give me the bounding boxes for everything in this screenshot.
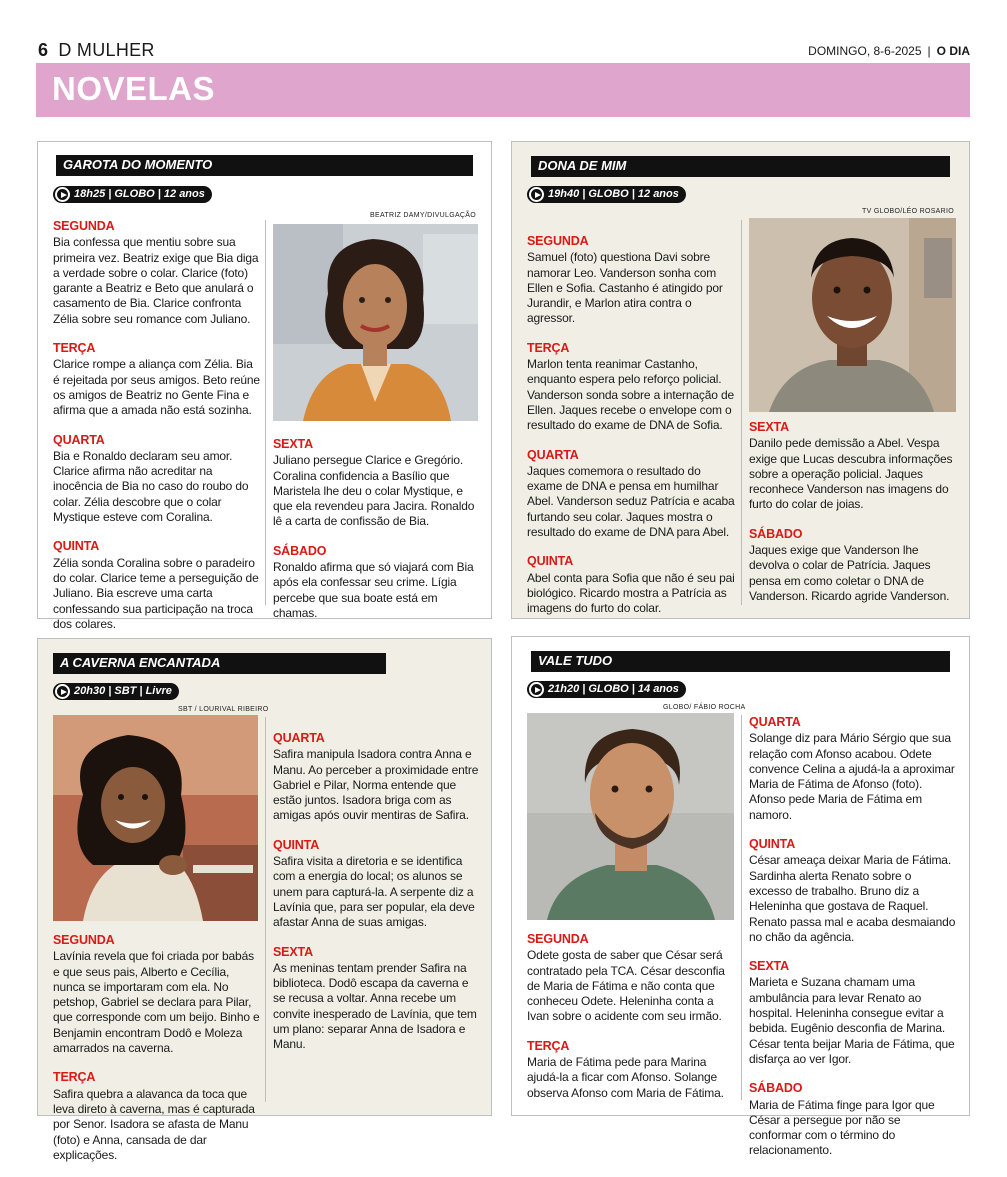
day-label: TERÇA <box>53 341 96 356</box>
day-label: SÁBADO <box>749 1081 803 1096</box>
day-label: SÁBADO <box>273 543 327 558</box>
day-summary: Maria de Fátima finge para Igor que César a persegue por não se conformar com o término do relacionamento. <box>749 1097 935 1158</box>
panel-a-caverna-encantada <box>37 638 492 1162</box>
day-label: SÁBADO <box>749 526 803 541</box>
column-divider <box>741 715 742 1100</box>
day-label: TERÇA <box>53 1070 96 1085</box>
dona-schedule-badge <box>527 186 686 203</box>
dona-col-right <box>749 420 956 618</box>
day-label: QUINTA <box>749 837 796 852</box>
section-name: D MULHER <box>58 40 155 60</box>
day-label: SEGUNDA <box>527 234 589 248</box>
vale-photo <box>527 713 734 920</box>
garota-col-left <box>53 219 260 646</box>
day-label: QUINTA <box>53 539 100 554</box>
caverna-photo <box>53 715 258 921</box>
play-icon <box>529 187 544 202</box>
dona-photo-credit: TV GLOBO/LÉO ROSARIO <box>862 208 954 215</box>
play-icon <box>55 187 70 202</box>
day-label: SEGUNDA <box>53 933 115 947</box>
caverna-title: A CAVERNA ENCANTADA <box>53 653 386 674</box>
vale-schedule-badge <box>527 681 686 698</box>
dona-photo <box>749 218 956 412</box>
newspaper-name: O DIA <box>936 44 970 58</box>
day-label: SEXTA <box>749 420 789 434</box>
section-banner <box>36 63 970 117</box>
day-summary: Safira visita a diretoria e se identifica com a energia do local; os alunos se unem para capturá-la. A serpente diz a Lavínia que, para ser popular, ela deve afastar Anna de suas amigas. <box>273 854 475 930</box>
day-summary: Samuel (foto) questiona Davi sobre namorar Leo. Vanderson sonha com Ellen e Sofia. Castanho é atingido por Jurandir, e Marlon atira contra o agressor. <box>527 250 723 326</box>
header-separator: | <box>927 44 931 58</box>
garota-col-right <box>273 437 478 635</box>
day-summary: Danilo pede demissão a Abel. Vespa exige que Lucas descubra informações sobre a operação policial. Jaques reconhece Vanderson nas imagens do furto do colar de joias. <box>749 436 953 512</box>
caverna-col-right <box>273 731 480 1067</box>
garota-schedule-badge <box>53 186 212 203</box>
day-label: QUARTA <box>527 447 579 462</box>
day-label: SEGUNDA <box>53 219 115 233</box>
caverna-schedule-badge <box>53 683 179 700</box>
day-summary: Marieta e Suzana chamam uma ambulância para levar Renato ao hospital. Heleninha consegue evitar a bebida. Eugênio desconfia de Marina. César tenta beijar Maria de Fátima, que disfarça ao ver Igor. <box>749 975 955 1066</box>
caverna-photo-credit: SBT / LOURIVAL RIBEIRO <box>178 706 269 713</box>
column-divider <box>265 220 266 605</box>
day-summary: Safira quebra a alavanca da toca que leva direto à caverna, mas é capturada por Senor. Isadora se afasta de Manu (foto) e Anna, cansada de dar explicações. <box>53 1086 255 1162</box>
column-divider <box>265 717 266 1102</box>
dona-title: DONA DE MIM <box>531 156 950 177</box>
day-summary: Ronaldo afirma que só viajará com Bia após ela confessar seu crime. Lígia percebe que sua boate está em chamas. <box>273 560 474 620</box>
panel-vale-tudo <box>511 636 970 1158</box>
caverna-col-left <box>53 933 260 1177</box>
vale-photo-credit: GLOBO/ FÁBIO ROCHA <box>663 704 746 711</box>
garota-photo <box>273 224 478 421</box>
day-summary: Bia e Ronaldo declaram seu amor. Clarice afirma não acreditar na inocência de Bia no caso do roubo do colar. Zélia descobre que o colar Mystique esteve com Coralina. <box>53 448 249 525</box>
day-summary: Jaques comemora o resultado do exame de DNA e pensa em humilhar Abel. Vanderson seduz Patrícia e acaba furtando seu colar. Jaques mostra o resultado do exame de DNA para Abel. <box>527 463 735 540</box>
garota-photo-credit: BEATRIZ DAMY/DIVULGAÇÃO <box>370 212 476 219</box>
dona-schedule: 19h40 | GLOBO | 12 anos <box>548 188 679 200</box>
day-label: QUARTA <box>749 715 801 729</box>
day-summary: Abel conta para Sofia que não é seu pai biológico. Ricardo mostra a Patrícia as imagens do furto do colar. <box>527 570 735 616</box>
play-icon <box>55 684 70 699</box>
day-label: TERÇA <box>527 1038 570 1053</box>
day-summary: Jaques exige que Vanderson lhe devolva o colar de Patrícia. Jaques pensa em como coletar o DNA de Vanderson. Ricardo agride Vanderson. <box>749 543 950 603</box>
issue-date: DOMINGO, 8-6-2025 <box>808 44 922 58</box>
garota-title: GAROTA DO MOMENTO <box>56 155 473 176</box>
day-label: SEGUNDA <box>527 932 589 946</box>
day-summary: Bia confessa que mentiu sobre sua primeira vez. Beatriz exige que Bia diga a verdade sobre o colar. Clarice (foto) garante a Beatriz e Beto que anulará o casamento de Bia. Clarice confronta Zélia sobre seu romance com Juliano. <box>53 235 259 326</box>
day-summary: As meninas tentam prender Safira na biblioteca. Dodô escapa da caverna e se recusa a voltar. Anna recebe um convite inesperado de Lavínia, que tem um plano: separar Anna de Isadora e Manu. <box>273 960 477 1052</box>
dona-col-left <box>527 234 735 631</box>
play-icon <box>529 682 544 697</box>
page-number: 6 <box>38 40 49 60</box>
panel-garota-do-momento <box>37 141 492 631</box>
day-summary: Juliano persegue Clarice e Gregório. Coralina confidencia a Basílio que Maristela lhe deu o colar Mystique, e que ela revendeu para Jacira. Ronaldo lê a carta de confissão de Bia. <box>273 453 475 529</box>
column-divider <box>741 220 742 605</box>
day-summary: Solange diz para Mário Sérgio que sua relação com Afonso acabou. Odete convence Celina a ajudá-la a aproximar Maria de Fátima de Afonso (foto). Afonso pede Maria de Fátima em namoro. <box>749 731 955 822</box>
day-summary: Maria de Fátima pede para Marina ajudá-la a ficar com Afonso. Solange observa Afonso com Maria de Fátima. <box>527 1055 724 1100</box>
day-summary: Safira manipula Isadora contra Anna e Manu. Ao perceber a proximidade entre Gabriel e Pilar, Norma entende que estão juntos. Isadora briga com as amigas após ouvir mentiras de Safira. <box>273 747 479 823</box>
vale-title: VALE TUDO <box>531 651 950 672</box>
day-label: SEXTA <box>273 944 313 959</box>
day-label: QUINTA <box>273 837 320 852</box>
vale-schedule: 21h20 | GLOBO | 14 anos <box>548 683 679 695</box>
page-header-left <box>38 40 155 61</box>
garota-schedule: 18h25 | GLOBO | 12 anos <box>74 188 205 200</box>
day-summary: Clarice rompe a aliança com Zélia. Bia é rejeitada por seus amigos. Beto reúne os amigos de Beatriz no Gente Fina e afirma que a amada não está sozinha. <box>53 357 260 418</box>
vale-col-right <box>749 715 956 1173</box>
day-summary: Zélia sonda Coralina sobre o paradeiro do colar. Clarice teme a perseguição de Juliano. Bia escreve uma carta confessando sua participação na troca dos colares. <box>53 555 259 631</box>
vale-col-left <box>527 932 736 1115</box>
day-summary: César ameaça deixar Maria de Fátima. Sardinha alerta Renato sobre o excesso de trabalho. Bruno diz a Heleninha que gostava de Raquel. Renato passa mal e acaba desmaiando no chão da agência. <box>749 853 956 944</box>
panel-dona-de-mim <box>511 141 970 619</box>
day-label: TERÇA <box>527 340 570 355</box>
caverna-schedule: 20h30 | SBT | Livre <box>74 685 172 697</box>
section-banner-title: NOVELAS <box>52 70 216 107</box>
day-label: SEXTA <box>273 437 313 451</box>
day-summary: Marlon tenta reanimar Castanho, enquanto espera pelo reforço policial. Vanderson sonda sobre a internação de Ellen. Jaques recebe o envelope com o resultado do exame de DNA de Sofia. <box>527 357 735 433</box>
day-label: SEXTA <box>749 959 789 974</box>
day-summary: Lavínia revela que foi criada por babás e que seus pais, Alberto e Cecília, nunca se importaram com ela. No petshop, Gabriel se declara para Pilar, que corresponde com um beijo. Binho e Benjamin encontram Dodô e Moleza amarrados na caverna. <box>53 949 260 1056</box>
day-label: QUARTA <box>273 731 325 745</box>
day-summary: Odete gosta de saber que César será contratado pela TCA. César desconfia de Maria de Fátima e não conta que conheceu Odete. Heleninha conta a Ivan sobre o acidente com seu irmão. <box>527 948 725 1024</box>
day-label: QUINTA <box>527 554 574 569</box>
page-header-right <box>808 44 970 58</box>
day-label: QUARTA <box>53 432 105 447</box>
